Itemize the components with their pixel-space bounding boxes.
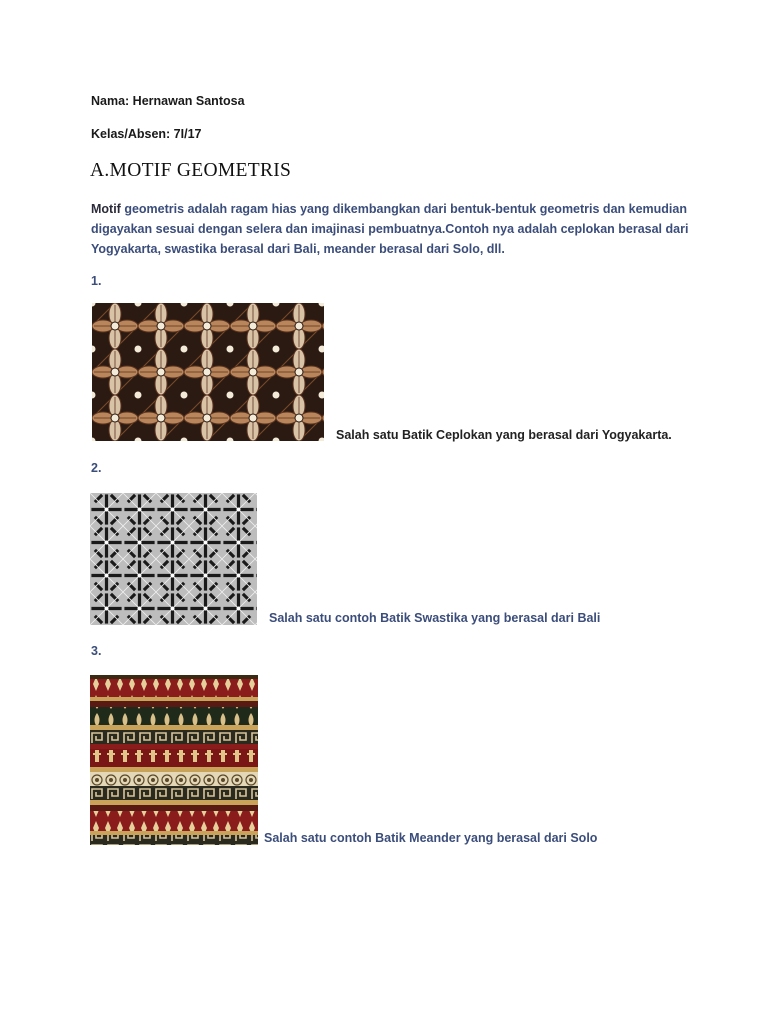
- student-name: Nama: Hernawan Santosa: [91, 94, 245, 108]
- section-heading: A.MOTIF GEOMETRIS: [90, 160, 292, 181]
- example-number-3: 3.: [91, 644, 102, 658]
- batik-ceplokan-image: [92, 303, 324, 441]
- example-caption-1: Salah satu Batik Ceplokan yang berasal dari Yogyakarta.: [336, 428, 672, 442]
- example-caption-3: Salah satu contoh Batik Meander yang berasal dari Solo: [264, 831, 598, 845]
- intro-rest: geometris adalah ragam hias yang dikembangkan dari bentuk-bentuk geometris dan kemudian digayakan sesuai dengan selera dan imajinasi pembuatnya.Contoh nya adalah ceplokan berasal dari Yogyakarta, swastika berasal dari Bali, meander berasal dari Solo, dll.: [91, 202, 689, 256]
- intro-lead: Motif: [91, 202, 121, 216]
- batik-swastika-image: [90, 493, 257, 625]
- intro-paragraph: [91, 199, 691, 259]
- batik-meander-image: [90, 675, 258, 845]
- example-number-1: 1.: [91, 274, 102, 288]
- student-class: Kelas/Absen: 7I/17: [91, 127, 202, 141]
- example-caption-2: Salah satu contoh Batik Swastika yang berasal dari Bali: [269, 611, 601, 625]
- example-number-2: 2.: [91, 461, 102, 475]
